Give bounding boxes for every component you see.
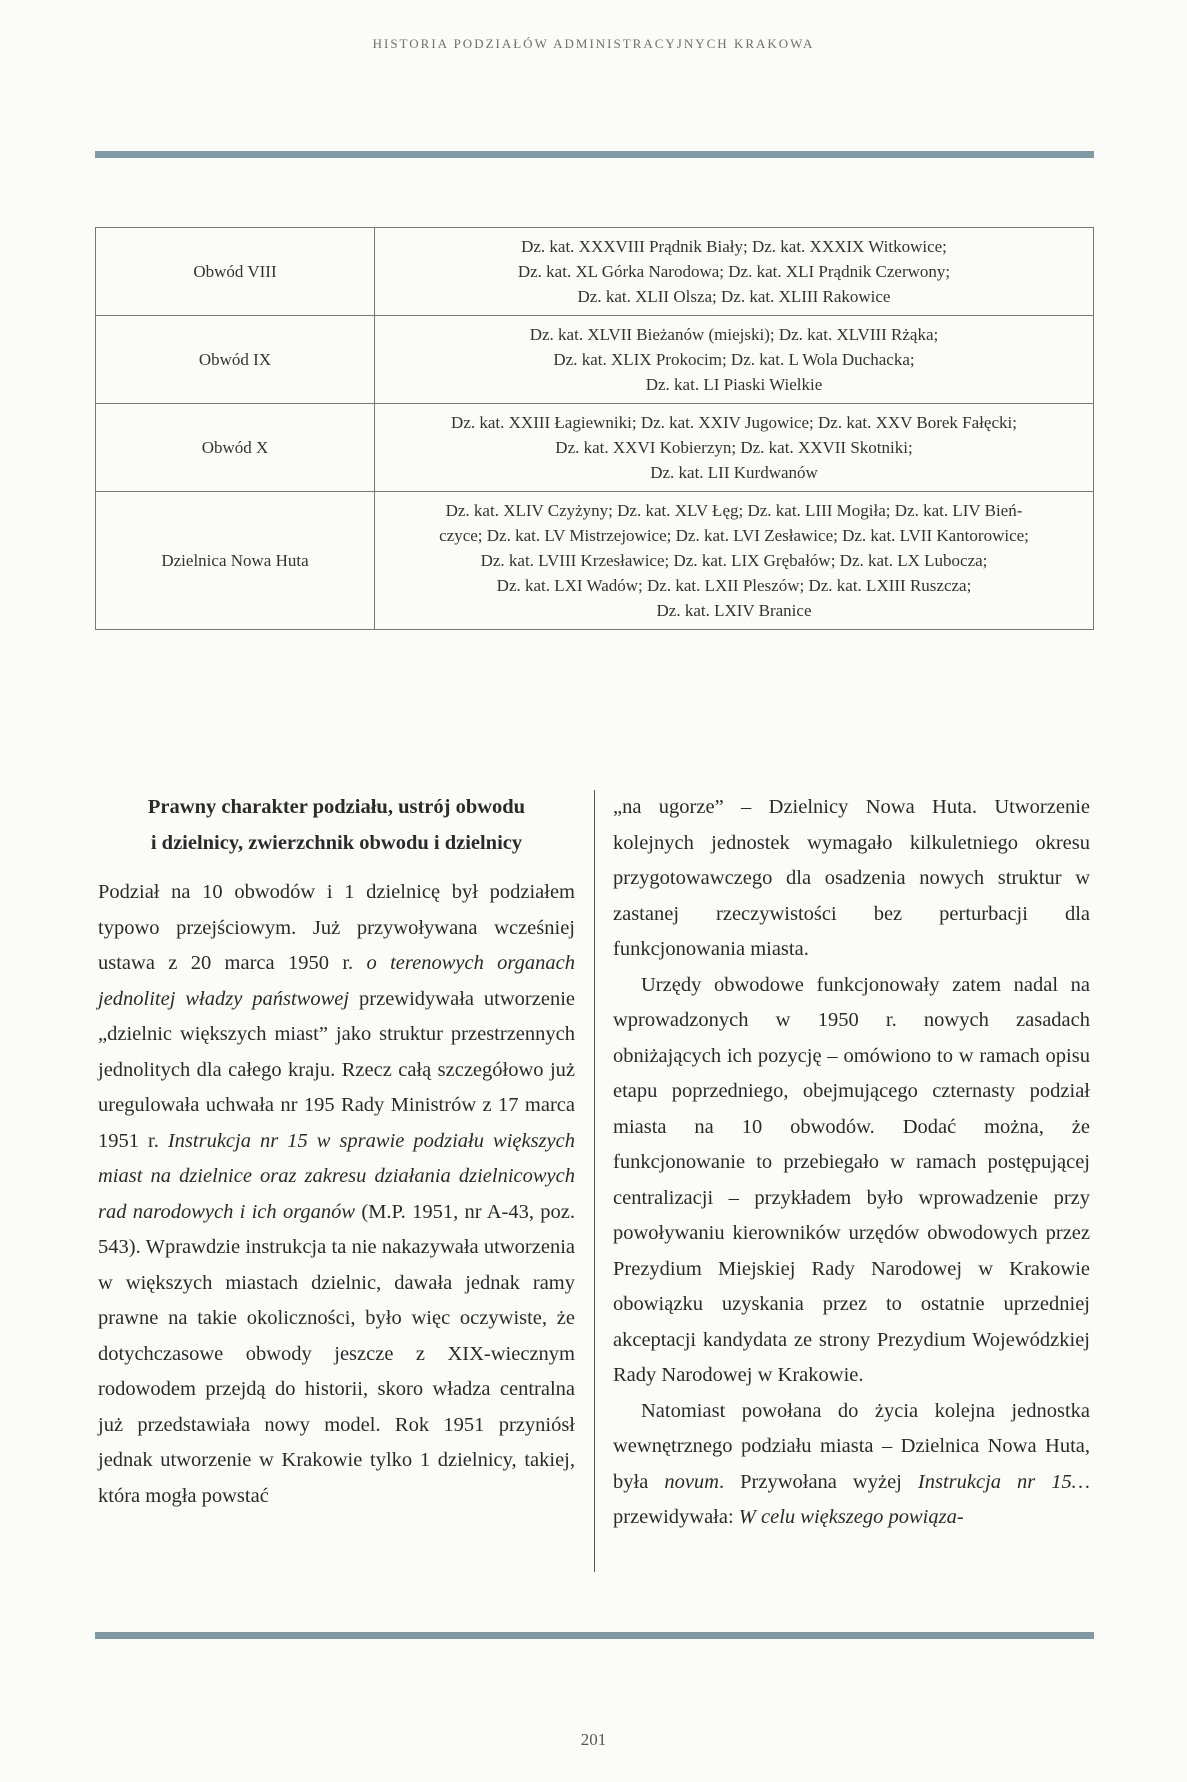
running-head: HISTORIA PODZIAŁÓW ADMINISTRACYJNYCH KRAKOWA bbox=[372, 36, 815, 51]
cadastral-line: Dz. kat. LVIII Krzesławice; Dz. kat. LIX Grębałów; Dz. kat. LX Lubocza; bbox=[480, 551, 988, 570]
cadastral-line: Dz. kat. LXIV Branice bbox=[656, 601, 812, 620]
table-row bbox=[96, 316, 1094, 404]
cadastral-line: Dz. kat. XL Górka Narodowa; Dz. kat. XLI Prądnik Czerwony; bbox=[517, 262, 951, 281]
cadastral-line: Dz. kat. XLVII Bieżanów (miejski); Dz. kat. XLVIII Rżąka; bbox=[529, 325, 939, 344]
bottom-rule bbox=[95, 1632, 1094, 1639]
table-row bbox=[96, 492, 1094, 630]
district-name-cell: Dzielnica Nowa Huta bbox=[96, 492, 375, 630]
section-heading: Prawny charakter podziału, ustrój obwodu i dzielnicy, zwierzchnik obwodu i dzielnicy bbox=[147, 796, 526, 854]
top-rule bbox=[95, 151, 1094, 158]
paragraph: „na ugorze” – Dzielnicy Nowa Huta. Utworzenie kolejnych jednostek wymagało kilkuletniego okresu przygotowawczego dla osadzenia nowych struktur w zastanej rzeczywistości bez perturbacji dla funkcjonowania miasta. bbox=[613, 796, 1090, 960]
cadastral-line: Dz. kat. XLIX Prokocim; Dz. kat. L Wola Duchacka; bbox=[553, 350, 915, 369]
district-name-cell: Obwód IX bbox=[96, 316, 375, 404]
cadastral-line: czyce; Dz. kat. LV Mistrzejowice; Dz. kat. LVI Zesławice; Dz. kat. LVII Kantorowice; bbox=[439, 526, 1029, 545]
cadastral-line: Dz. kat. XXXVIII Prądnik Biały; Dz. kat. XXXIX Witkowice; bbox=[521, 237, 947, 256]
cadastral-line: Dz. kat. LI Piaski Wielkie bbox=[645, 375, 823, 394]
district-name-cell: Obwód VIII bbox=[96, 228, 375, 316]
table-row bbox=[96, 228, 1094, 316]
district-name-cell: Obwód X bbox=[96, 404, 375, 492]
cadastral-line: Dz. kat. LII Kurdwanów bbox=[650, 463, 818, 482]
cadastral-line: Dz. kat. XLIV Czyżyny; Dz. kat. XLV Łęg; Dz. kat. LIII Mogiła; Dz. kat. LIV Bień- bbox=[445, 501, 1023, 520]
column-divider bbox=[594, 790, 595, 1572]
paragraph: Urzędy obwodowe funkcjonowały zatem nadal na wprowadzonych w 1950 r. nowych zasadach obniżających ich pozycję – omówiono to w ramach opisu etapu poprzedniego, obejmującego czternasty podział miasta na 10 obwodów. Dodać można, że funkcjonowanie to przebiegało w ramach postępującej centralizacji – przykładem było wprowadzenie przy powoływaniu kierowników urzędów obwodowych przez Prezydium Miejskiej Rady Narodowej w Krakowie obowiązku uzyskania przez to ostatnie uprzedniej akceptacji kandydata ze strony Prezydium Wojewódzkiej Rady Narodowej w Krakowie. bbox=[613, 973, 1090, 1386]
cadastral-line: Dz. kat. LXI Wadów; Dz. kat. LXII Pleszów; Dz. kat. LXIII Ruszcza; bbox=[496, 576, 972, 595]
cadastral-line: Dz. kat. XLII Olsza; Dz. kat. XLIII Rakowice bbox=[577, 287, 891, 306]
paragraph: Podział na 10 obwodów i 1 dzielnicę był podziałem typowo przejściowym. Już przywoływana wcześniej ustawa z 20 marca 1950 r. o terenowych organach jednolitej władzy państwowej przewidywała utworzenie „dzielnic większych miast” jako struktur przestrzennych jednolitych dla całego kraju. Rzecz całą szczegółowo już uregulowała uchwała nr 195 Rady Ministrów z 17 marca 1951 r. Instrukcja nr 15 w sprawie podziału większych miast na dzielnice oraz zakresu działania dzielnicowych rad narodowych i ich organów (M.P. 1951, nr A-43, poz. 543). Wprawdzie instrukcja ta nie nakazywała utworzenia w większych miastach dzielnic, dawała jednak ramy prawne na takie okoliczności, było więc oczywiste, że dotychczasowe obwody jeszcze z XIX-wiecznym rodowodem przejdą do historii, skoro władza centralna już przedstawiała nowy model. Rok 1951 przyniósł jednak utworzenie w Krakowie tylko 1 dzielnicy, takiej, która mogła powstać bbox=[98, 881, 576, 1507]
right-column bbox=[613, 790, 1090, 1536]
cadastral-line: Dz. kat. XXIII Łagiewniki; Dz. kat. XXIV Jugowice; Dz. kat. XXV Borek Fałęcki; bbox=[451, 413, 1017, 432]
paragraph: Natomiast powołana do życia kolejna jednostka wewnętrznego podziału miasta – Dzielnica Nowa Huta, była novum. Przywołana wyżej Instrukcja nr 15… przewidywała: W celu większego powiąza- bbox=[613, 1399, 1091, 1528]
cadastral-districts-cell bbox=[375, 404, 1094, 492]
cadastral-districts-cell bbox=[375, 492, 1094, 630]
cadastral-line: Dz. kat. XXVI Kobierzyn; Dz. kat. XXVII Skotniki; bbox=[555, 438, 913, 457]
cadastral-districts-cell bbox=[375, 316, 1094, 404]
districts-table bbox=[95, 227, 1094, 630]
cadastral-districts-cell bbox=[375, 228, 1094, 316]
left-column bbox=[98, 790, 575, 1514]
table-row bbox=[96, 404, 1094, 492]
page-number: 201 bbox=[580, 1730, 607, 1749]
